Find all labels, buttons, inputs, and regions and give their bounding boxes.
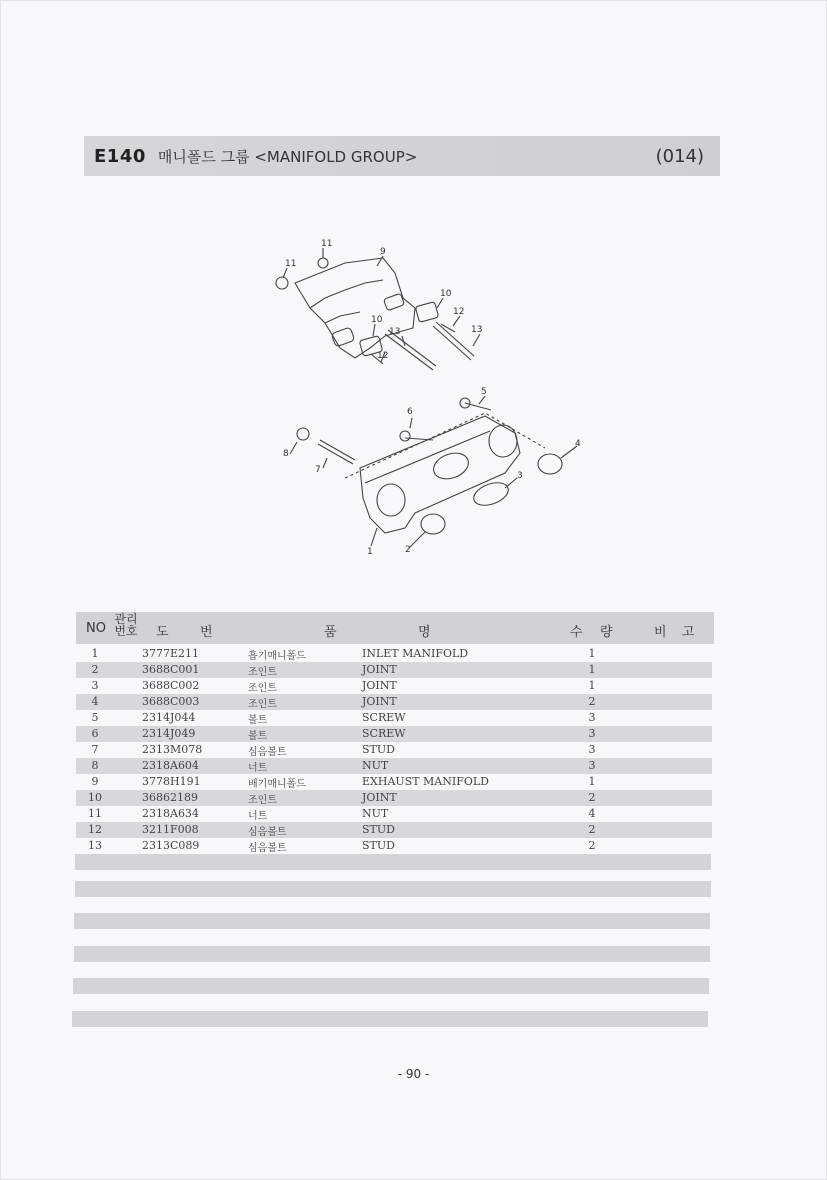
empty-row-band: [73, 978, 709, 994]
callout-10-right: 10: [440, 289, 452, 299]
callout-3: 3: [517, 471, 523, 481]
callout-1: 1: [367, 547, 373, 557]
callout-10-left: 10: [371, 315, 383, 325]
table-row: 5 2314J044 볼트 SCREW 3: [91, 711, 596, 726]
callout-13-left: 13: [389, 327, 401, 337]
callout-13-right: 13: [471, 325, 483, 335]
callout-12-left: 12: [377, 351, 389, 361]
section-code: E140: [94, 145, 146, 167]
exploded-parts-diagram: [265, 228, 595, 568]
callout-11-left: 11: [285, 259, 297, 269]
header-qty-1: 수: [570, 625, 583, 640]
table-row: 9 3778H191 배기매니폴드 EXHAUST MANIFOLD 1: [91, 775, 596, 790]
empty-row-band: [74, 946, 710, 962]
header-name-1: 품: [324, 625, 337, 640]
header-part-no-2: 번: [200, 625, 213, 640]
callout-2: 2: [405, 545, 411, 555]
table-row: 12 3211F008 심음볼트 STUD 2: [76, 822, 712, 838]
callout-4: 4: [575, 439, 581, 449]
header-note-1: 비: [654, 625, 667, 640]
section-title-bar: [84, 136, 720, 176]
header-name-2: 명: [418, 625, 431, 640]
callout-6: 6: [407, 407, 413, 417]
table-row: 13 2313C089 심음볼트 STUD 2: [88, 839, 596, 854]
section-title: 매니폴드 그룹 <MANIFOLD GROUP>: [157, 147, 418, 166]
table-row: 8 2318A604 너트 NUT 3: [76, 758, 712, 774]
table-row: 6 2314J049 볼트 SCREW 3: [76, 726, 712, 742]
table-row: 2 3688C001 조인트 JOINT 1: [76, 662, 712, 678]
header-part-no-1: 도: [156, 625, 169, 640]
empty-row-band: [75, 854, 711, 870]
table-row: 3 3688C002 조인트 JOINT 1: [91, 679, 596, 694]
table-row: 7 2313M078 심음볼트 STUD 3: [91, 743, 596, 758]
table-row: 1 3777E211 흡기매니폴드 INLET MANIFOLD 1: [91, 647, 596, 662]
section-number: (014): [655, 145, 704, 167]
empty-row-band: [74, 913, 710, 929]
header-note-2: 고: [682, 625, 695, 640]
empty-row-band: [72, 1011, 708, 1027]
callout-8: 8: [283, 449, 289, 459]
table-row: 11 2318A634 너트 NUT 4: [88, 807, 596, 822]
empty-row-band: [75, 881, 711, 897]
callout-12-right: 12: [453, 307, 465, 317]
page-number: - 90 -: [397, 1067, 430, 1081]
callout-9: 9: [380, 247, 386, 257]
table-row: 4 3688C003 조인트 JOINT 2: [76, 694, 712, 710]
callout-7: 7: [315, 465, 321, 475]
callout-5: 5: [481, 387, 487, 397]
callout-11-top: 11: [321, 239, 333, 249]
header-no: NO: [86, 621, 106, 636]
header-qty-2: 량: [600, 625, 613, 640]
table-row: 10 36862189 조인트 JOINT 2: [76, 790, 712, 806]
parts-table-header: [76, 612, 714, 644]
header-mgmt-no: 관리 번호: [114, 612, 138, 638]
